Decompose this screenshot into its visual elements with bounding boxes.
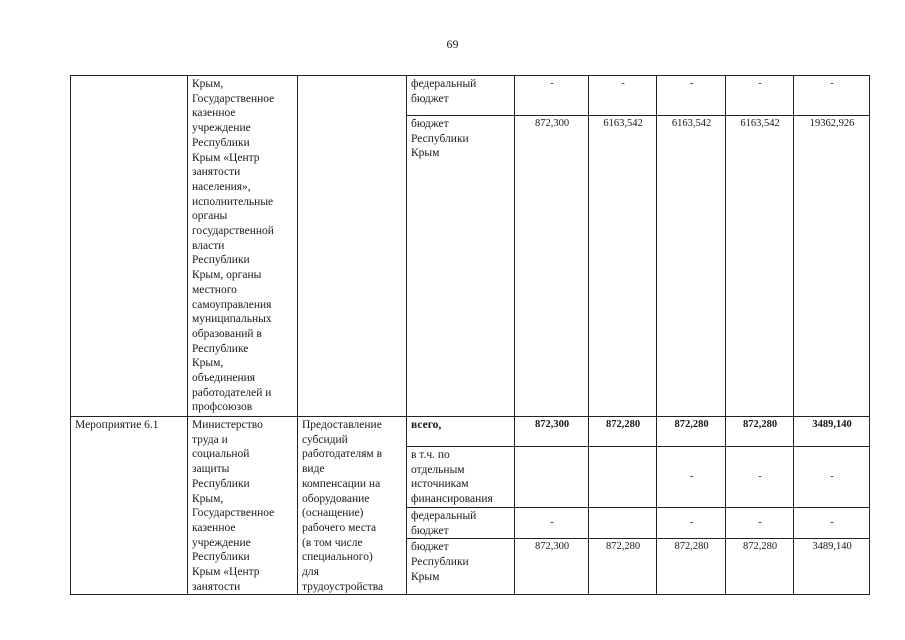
value-cell: 6163,542	[589, 116, 657, 417]
value-cell: -	[657, 447, 726, 508]
value-cell: 872,280	[589, 417, 657, 447]
value-cell: 3489,140	[794, 417, 870, 447]
financing-table	[70, 75, 870, 595]
value-cell: 6163,542	[657, 116, 726, 417]
measure-name-cell	[71, 76, 188, 417]
funding-source: в т.ч. по отдельным источникам финансирования	[407, 447, 515, 508]
description-cell	[298, 76, 407, 417]
value-cell: -	[589, 76, 657, 116]
table-row	[71, 76, 870, 116]
page-number: 69	[446, 37, 459, 51]
value-cell: 872,300	[515, 539, 589, 595]
table-row	[71, 417, 870, 447]
executor-cell: Министерство труда и социальной защиты Республики Крым, Государственное казенное учреждение Республики Крым «Центр занятости	[188, 417, 298, 595]
value-cell: -	[657, 76, 726, 116]
value-cell: 872,300	[515, 417, 589, 447]
value-cell: -	[515, 76, 589, 116]
funding-source: федеральный бюджет	[407, 76, 515, 116]
value-cell: 872,280	[589, 539, 657, 595]
value-cell: 6163,542	[726, 116, 794, 417]
measure-name-cell: Мероприятие 6.1	[71, 417, 188, 595]
value-cell: -	[794, 507, 870, 538]
value-cell: -	[794, 447, 870, 508]
value-cell	[589, 507, 657, 538]
value-cell	[515, 447, 589, 508]
funding-source: федеральный бюджет	[407, 507, 515, 538]
funding-source: бюджет Республики Крым	[407, 539, 515, 595]
funding-source: бюджет Республики Крым	[407, 116, 515, 417]
value-cell: -	[726, 447, 794, 508]
value-cell: 872,280	[657, 539, 726, 595]
value-cell: 872,280	[726, 539, 794, 595]
value-cell	[589, 447, 657, 508]
value-cell: 872,280	[726, 417, 794, 447]
funding-source-total: всего,	[407, 417, 515, 447]
value-cell: 3489,140	[794, 539, 870, 595]
value-cell: -	[515, 507, 589, 538]
description-cell: Предоставление субсидий работодателям в виде компенсации на оборудование (оснащение) рабочего места (в том числе специального) для трудоустройства	[298, 417, 407, 595]
value-cell: -	[726, 507, 794, 538]
value-cell: -	[794, 76, 870, 116]
value-cell: -	[657, 507, 726, 538]
value-cell: 19362,926	[794, 116, 870, 417]
value-cell: -	[726, 76, 794, 116]
executor-cell: Крым, Государственное казенное учреждение Республики Крым «Центр занятости населения», исполнительные органы государственной власти Республики Крым, органы местного самоуправления муниципальных образований в Республике Крым, объединения работодателей и профсоюзов	[188, 76, 298, 417]
value-cell: 872,300	[515, 116, 589, 417]
value-cell: 872,280	[657, 417, 726, 447]
